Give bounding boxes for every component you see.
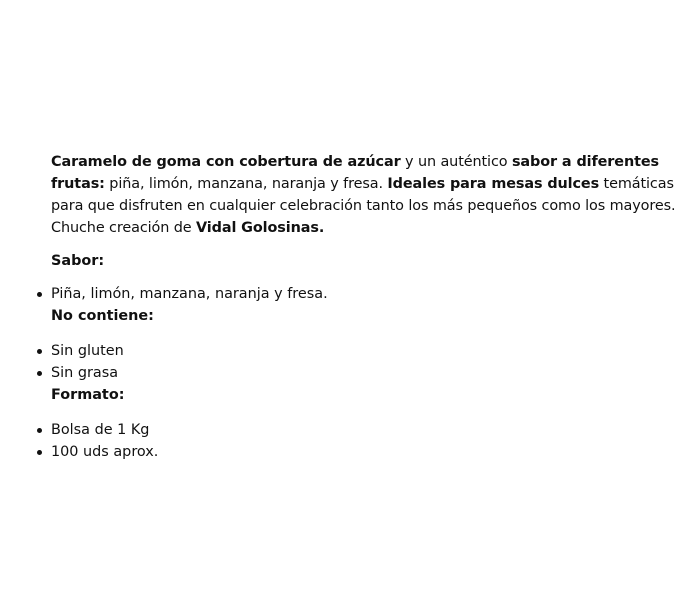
list-item: 100 uds aprox. [51,441,681,463]
description-bold-2: sabor a diferentes frutas: [51,154,660,192]
sabor-list [51,283,681,305]
list-item: Sin gluten [51,340,681,362]
description-text-3: temáticas para que disfruten en cualquier celebración tanto los más pequeños como los mayores. Chuche creación de [51,176,676,236]
description-bold-4: Vidal Golosinas. [196,220,325,236]
description-bold-3: Ideales para mesas dulces [387,176,600,192]
no-contiene-list [51,340,681,384]
description-paragraph [51,151,681,239]
product-description [51,151,681,463]
description-text-1: y un auténtico [400,154,512,170]
description-bold-1: Caramelo de goma con cobertura de azúcar [51,154,401,170]
list-item: Sin grasa [51,362,681,384]
sabor-heading: Sabor: [51,253,105,269]
formato-heading: Formato: [51,387,125,403]
no-contiene-heading: No contiene: [51,308,154,324]
description-text-2: piña, limón, manzana, naranja y fresa. [104,176,388,192]
list-item: Piña, limón, manzana, naranja y fresa. [51,283,681,305]
list-item: Bolsa de 1 Kg [51,419,681,441]
formato-list [51,419,681,463]
